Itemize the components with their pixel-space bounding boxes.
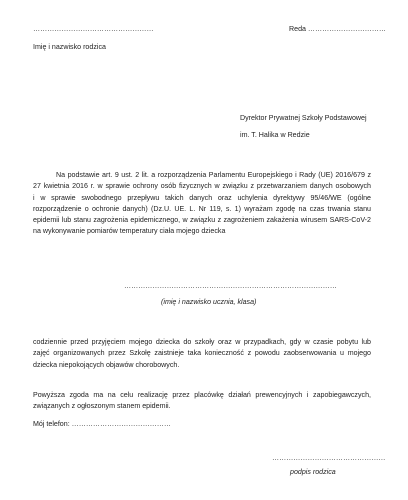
purpose-paragraph	[33, 390, 371, 413]
paragraph-line: dziecka niepokojących objawów chorobowych.	[33, 360, 180, 369]
paragraph-line: na wykonywanie pomiarów temperatury ciała mojego dziecka	[33, 227, 226, 236]
paragraph-line: Na podstawie art. 9 ust. 2 lit. a rozporządzenia Parlamentu Europejskiego i Rady (UE) 2016/679 z	[56, 171, 371, 179]
addressee-line-1: Dyrektor Prywatnej Szkoły Podstawowej	[240, 114, 367, 122]
paragraph-line: Powyższa zgoda ma na celu realizację przez placówkę działań prewencyjnych i zapobiegawczych,	[33, 391, 371, 399]
phone-field: Mój telefon: ……………………………………	[33, 420, 171, 428]
paragraph-line: i w sprawie swobodnego przepływu takich danych oraz uchylenia dyrektywy 95/46/WE (ogólne	[33, 193, 371, 202]
signature-dotted-line: …………………………………………	[272, 454, 386, 462]
parent-name-label: Imię i nazwisko rodzica	[33, 43, 106, 51]
paragraph-line: zajęć organizowanych przez Szkołę zaistnieje taka konieczność z powodu zaobserwowania u mojego	[33, 349, 371, 358]
paragraph-line: 27 kwietnia 2016 r. w sprawie ochrony osób fizycznych w związku z przetwarzaniem danych osobowych	[33, 182, 371, 191]
measurement-conditions-paragraph	[33, 337, 371, 371]
place-date-line: Reda ……………………………	[289, 25, 386, 33]
consent-legal-basis-paragraph	[33, 170, 371, 238]
student-name-dotted-line: ………………………………………………………………………………	[124, 282, 337, 290]
paragraph-line: rozporządzenie o ochronie danych) (Dz.U. UE. L. Nr 119, s. 1) wyrażam zgodę na czas trwania stanu	[33, 204, 371, 213]
addressee-line-2: im. T. Halika w Redzie	[240, 131, 310, 139]
student-name-label: (imię i nazwisko ucznia, klasa)	[161, 298, 257, 306]
paragraph-line: codziennie przed przyjęciem mojego dziecka do szkoły oraz w przypadkach, gdy w czasie pobytu lub	[33, 338, 371, 346]
paragraph-line: epidemii lub stanu zagrożenia epidemicznego, w związku z zagrożeniem zakażenia wirusem SARS-CoV-2	[33, 216, 371, 225]
paragraph-line: związanych z ogłoszonym stanem epidemii.	[33, 402, 171, 411]
signature-label: podpis rodzica	[290, 468, 336, 476]
parent-name-dotted-line: ……………………………………………	[33, 25, 154, 33]
